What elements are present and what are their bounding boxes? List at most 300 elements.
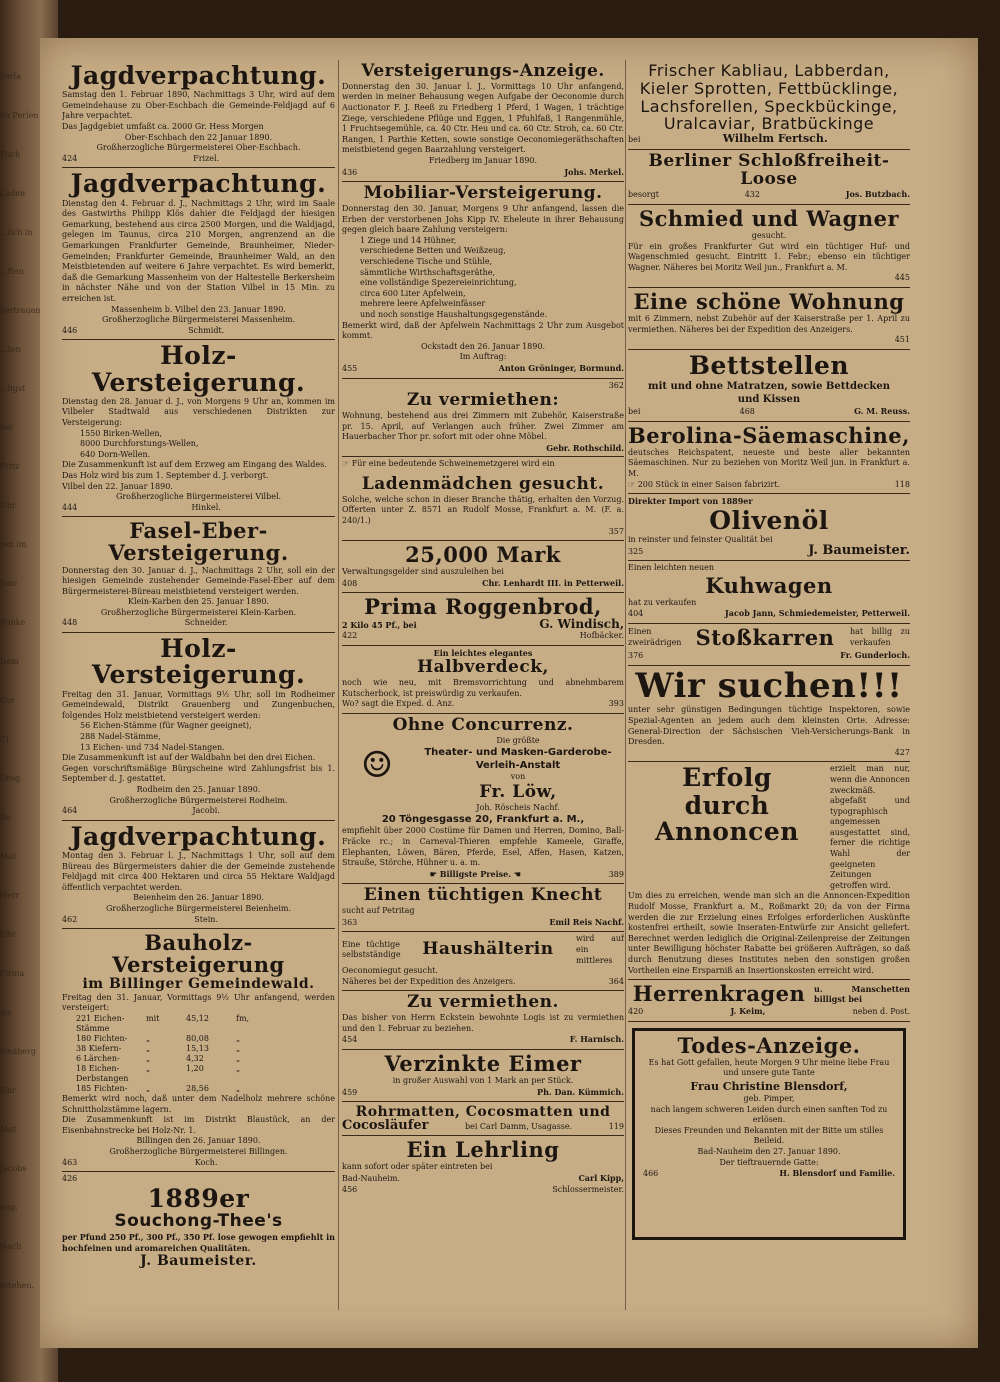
ad-stosskarren [628,624,910,666]
ad-text: kann sofort oder später eintreten bei [342,1162,493,1172]
ad-pretitle: Einen zweirädrigen [628,627,682,648]
ad-text: Montag den 3. Februar l. J., Nachmittags 1 Uhr, soll auf dem Büreau des Bürgermeisters dahier die der Gemeinde zustehende Feldjagd mit circa 400 Hektaren und circa 55 Hektare Waldjagd öffentlich verpachtet werden. [62,850,335,892]
wood-cell: fm, [236,1014,250,1024]
ad-signature: Wilhelm Fertsch. [722,132,828,146]
ad-jagdverpachtung-massenheim [62,168,335,340]
strip-fragment: ...ten [0,345,21,354]
ad-bauholz-versteigerung [62,929,335,1172]
ad-text: Dieses Freunden und Bekannten mit der Bitte um stilles Beileid. [654,1125,884,1146]
ad-authority: Großherzogliche Bürgermeisterei Vilbel. [115,492,282,502]
ad-text: Freitag den 31. Januar, Vormittags 9½ Uhr, soll im Rodheimer Gemeindewald, Distrikt Grauenberg und Zungenbuchen, folgendes Holz meistbietend versteigert werden: [62,689,335,720]
ad-title: Schmied und Wagner [638,206,900,232]
ad-verzinkte-eimer [342,1050,624,1102]
strip-fragment: ...lich in [0,228,33,237]
ad-line: und Kissen [737,394,801,406]
ad-title: Eine schöne Wohnung [633,289,905,315]
ad-title: Olivenöl [709,505,829,535]
ad-address: 20 Töngesgasse 20, Frankfurt a. M., [381,814,585,826]
wood-cell: 18 Eichen-Derbstangen [76,1064,129,1084]
strip-fragment: Jacobs [0,1164,27,1173]
ad-number: 389 [608,869,624,879]
ad-item: 1 Ziege und 14 Hühner, [360,235,457,245]
ad-signature: Stein. [194,914,218,924]
ad-title: Berliner Schloßfreiheit-Loose [648,150,890,189]
ad-line: Lachsforellen, Speckbückinge, [640,96,898,116]
ad-text: in großer Auswahl von 1 Mark an per Stück. [392,1075,574,1085]
ad-text: 2 Kilo 45 Pf., bei [342,620,417,631]
ad-text: Donnerstag den 30. Januar l. J., Vormittags 10 Uhr anfangend, werden in meiner Behausung wegen Aufgabe der Oeconomie durch Auctionator F. J. Reeß zu Friedberg 1 Pferd, 1 Wagen, 1 trächtige Ziege, verschiedene Pflüge und Eggen, 1 Pfuhlfaß, 1 Rangenmühle, 1 Fruchtsegemühle, ca. 40 Ctr. Heu und ca. 60 Ctr. Stroh, ca. 60 Ctr. Rangen, 1 Parthie Ketten, sowie sonstige Oeconomiegeräthschaften meistbietend gegen Baarzahlung versteigert. [342,81,624,155]
ad-side-text: erzielt man nur, wenn die Annoncen zweckmäß. abgefaßt und typographisch angemessen ausgestattet sind, ferner die richtige Wahl der geeigneten Zeitungen getroffen wird. [830,764,910,890]
ad-number: 376 [628,651,644,661]
ad-schlossfreiheit-loose [628,150,910,205]
strip-fragment: Au [0,1008,11,1017]
ad-text: Freitag den 31. Januar, Vormittags 9½ Uhr anfangend, werden versteigert: [62,992,335,1013]
wood-cell: 6 Lärchen- [76,1054,120,1064]
ad-text: Es hat Gott gefallen, heute Morgen 9 Uhr meine liebe Frau und unsere gute Tante [648,1057,890,1078]
ad-authority: Großherzogliche Bürgermeisterei Ober-Eschbach. [96,143,301,153]
column-rule [338,60,339,1310]
ad-mourners-label: Der tieftrauernde Gatte: [719,1157,819,1167]
ad-title: Jagdverpachtung. [70,61,327,90]
ad-number: 363 [342,917,358,927]
ad-todes-anzeige [632,1028,906,1240]
ad-place-date: Friedberg im Januar 1890. [428,156,538,165]
ad-schoene-wohnung [628,288,910,350]
ad-zu-vermiethen-rothschild [342,379,624,458]
strip-fragment: Fritz [0,462,20,471]
ad-pretitle: Einen leichten neuen [628,563,715,573]
ad-signature: Fr. Gunderloch. [840,650,910,661]
ad-text: Die Zusammenkunft ist auf der Waldbahn bei den drei Eichen. [62,753,316,763]
ad-number: 362 [608,380,624,390]
ad-title: Holz-Versteigerung. [91,634,306,690]
wood-cell: 38 Kiefern- [76,1044,122,1054]
ad-signature: J. Keim, [730,1006,766,1017]
ad-text: Das Jagdgebiet umfaßt ca. 2000 Gr. Hess Morgen [62,122,264,132]
ad-place-date: Rodheim den 25. Januar 1890. [136,784,261,794]
ad-prima-roggenbrod [342,593,624,645]
ad-title: Jagdverpachtung. [70,821,327,851]
ad-title: 1889er [147,1183,250,1213]
ad-number: 444 [62,502,78,512]
ad-pretitle: Direkter Import von 1889er [628,496,753,507]
ad-signature-sub: Schlossermeister. [552,1184,624,1194]
wood-cell: 1,20 [186,1064,204,1074]
ad-item: und noch sonstige Haushaltungsgegenstände. [360,309,548,319]
ad-item: verschiedene Tische und Stühle, [360,257,493,266]
ad-signature: Jacobi. [192,806,220,816]
ad-signature: G. Windisch, [539,617,624,632]
wood-cell: 180 Fichten- [76,1034,128,1044]
ad-text: Bemerkt wird, daß der Apfelwein Nachmittags 2 Uhr zum Ausgebot kommt. [342,320,624,341]
ad-number: 420 [628,1007,644,1017]
ad-text: unter sehr günstigen Bedingungen tüchtige Inspektoren, sowie Spezial-Agenten an jedem auch dem kleinsten Orte. Adresse: General-Direction der Sächsischen Vieh-Versicherungs-Bank in Dresden. [628,705,910,747]
ad-text: nach langem schweren Leiden durch einen sanften Tod zu erlösen. [650,1104,888,1125]
strip-fragment: ...ften [0,267,24,276]
ad-schmied-wagner [628,205,910,288]
ad-signature: Chr. Lenhardt III. in Petterweil. [482,577,624,588]
ad-signature: Koch. [194,1157,218,1167]
ad-pre: besorgt [628,190,659,200]
ad-text: bei Carl Damm, Usagasse. [464,1121,573,1131]
ad-signature: Schmidt. [188,325,225,335]
wood-cell: 28,56 [186,1084,209,1094]
wood-cell: „ [146,1084,151,1094]
ad-tail: ☛ Billigste Preise. ☚ [429,868,521,879]
ad-line: Frischer Kabliau, Labberdan, [648,61,890,80]
ad-schweinemetzgerei [342,457,624,473]
ad-tail: ☞ 200 Stück in einer Saison fabrizirt. [628,479,781,489]
ad-number: 325 [628,546,644,556]
ad-number: 404 [628,609,644,619]
ad-title: Prima Roggenbrod, [364,594,602,620]
wood-cell: „ [236,1054,241,1064]
ad-item: sämmtliche Wirthschaftsgeräthe, [360,267,496,277]
ad-number: 466 [643,1169,659,1179]
ad-number: 424 [62,153,78,163]
ad-title: Holz-Versteigerung. [91,341,306,397]
ad-authority: Großherzogliche Bürgermeisterei Rodheim. [109,795,288,805]
ad-signature: F. Harnisch. [569,1034,624,1045]
ad-text: noch wie neu, mit Bremsvorrichtung und abnehmbarem Kutscherbock, ist preiswürdig zu verkaufen. [342,678,624,698]
ad-mobiliar-versteigerung [342,182,624,378]
ad-signature: J. Baumeister. [808,542,910,558]
ad-firm-name: Fr. Löw, [479,781,557,802]
ad-title: Haushälterin [422,939,554,960]
ad-text: Samstag den 1. Februar 1890, Nachmittags 3 Uhr, wird auf dem Gemeindehause zu Ober-Eschbach die Gemeinde-Feldjagd auf 6 Jahre verpachtet. [62,90,335,121]
ad-versteigerungs-anzeige [342,60,624,182]
ad-line: Die größte [496,735,540,745]
ad-place-date: Bad-Nauheim den 27. Januar 1890. [697,1147,841,1157]
ad-text: Dienstag den 4. Februar d. J., Nachmittags 2 Uhr, wird im Saale des Gastwirths Philipp Klös dahier die Feldjagd der hiesigen Gemarkung, bestehend aus circa 2500 Morgen, und die Waldjagd, gelegen im Taunus, circa 210 Morgen, angrenzend an die Gemarkungen Frankfurter Gemeinde, Braunheimer, Nieder-Gemeinden; Frankfurter Gemeinde, Braunheimer Wald, an den Meistbietenden auf weitere 6 Jahre verpachtet. Es wird bemerkt, daß die Gemarkung Massenheim von der Haltestelle Berkersheim in nächster Nähe und von der Station Vilbel in 15 Min. zu erreichen ist. [62,198,335,303]
ad-ohne-concurrenz [342,714,624,884]
ad-text: mit 6 Zimmern, nebst Zubehör auf der Kaiserstraße per 1. April zu vermiethen. Näheres bei der Expedition des Anzeigers. [628,314,910,334]
ad-signature-sub: neben d. Post. [852,1007,910,1017]
ad-jagdverpachtung-beienheim [62,821,335,929]
ad-signature: H. Blensdorf und Familie. [779,1168,895,1179]
ad-number: 118 [894,479,910,489]
ad-number: 432 [744,190,760,200]
ad-souchong-thee [62,1172,335,1273]
ad-fasel-eber [62,517,335,633]
ad-number: 459 [342,1087,358,1097]
ad-fish-fertsch [628,60,910,150]
ad-text: Für ein großes Frankfurter Gut wird ein tüchtiger Huf- und Wagenschmied gesucht. Eintritt 1. Febr.; ebenso ein tüchtiger Wagner. Näheres bei Moritz Weil jun., Frankfurt a. M. [628,241,910,272]
strip-fragment: Verla [0,72,21,81]
ad-text: Bemerkt wird noch, daß unter dem Nadelholz mehrere schöne Schnittholzstämme lagern. [62,1094,335,1114]
ad-signature: Ph. Dan. Kümmich. [537,1086,624,1097]
ad-haushaelterin [342,932,624,991]
ad-place-date: Ober-Eschbach den 22 Januar 1890. [124,132,273,142]
ad-knecht [342,884,624,932]
ad-text: Das Holz wird bis zum 1. September d. J. verborgt. [62,471,269,481]
ad-title: Berolina-Säemaschine, [628,422,910,448]
ad-title: Zu vermiethen. [407,992,559,1013]
ad-signature: Anton Gröninger, Bormund. [498,362,624,373]
wood-cell: 45,12 [186,1014,209,1024]
ad-text: Gegen vorschriftsmäßige Bürgscheine wird Zahlungsfrist bis 1. September d. J. gestattet. [62,763,335,784]
ad-posttitle: wird auf ein mittleres [576,934,624,965]
ad-signature: Carl Kipp, [578,1173,624,1184]
strip-fragment: en Perlen [0,111,39,120]
ad-number: 454 [342,1035,358,1045]
ad-auftrag: Im Auftrag: [459,352,507,362]
strip-fragment: ertehen. [0,1281,35,1290]
ad-place-date: Ockstadt den 26. Januar 1890. [421,341,545,351]
wood-cell: „ [236,1064,241,1074]
previous-page-strip [0,40,52,1350]
ad-text: Die Zusammenkunft ist im Distrikt Blaustück, an der Eisenbahnstrecke bei Holz-Nr. 1. [62,1115,335,1135]
ad-text: sucht auf Petritag [342,906,415,916]
ad-title: Ladenmädchen gesucht. [361,473,605,494]
ad-item: eine vollständige Spezereieinrichtung, [360,278,517,288]
ad-text: Donnerstag den 30. Januar, Morgens 9 Uhr anfangend, lassen die Erben der verstorbenen Johs Kipp IV. Eheleute in ihrer Behausung gegen gleich baare Zahlung versteigern: [342,204,624,235]
ad-item: circa 600 Liter Apfelwein, [360,288,466,298]
ad-title: Halbverdeck, [417,657,549,678]
ad-text: empfiehlt über 2000 Costüme für Damen und Herren, Domino, Ball-Fräcke rc.; in Carneval-Thieren empfehle Kameele, Giraffe, Elephanten, Löwen, Bären, Pferde, Esel, Affen, Hasen, Katzen, Strauße, Störche, Hühner u. a. m. [342,826,624,868]
wood-cell: „ [236,1034,241,1044]
ad-line: von [510,772,526,782]
ad-signature: Johs. Merkel. [564,166,624,177]
ad-signature: Gebr. Rothschild. [546,442,624,453]
ad-text: per Pfund 250 Pf., 300 Pf., 350 Pf. lose gewogen empfiehlt in hochfeinen und aromareichen Qualitäten. [62,1231,335,1253]
ad-title: Zu vermiethen: [406,390,560,411]
column-2 [342,60,624,1198]
ad-signature: Emil Reis Nachf. [549,916,624,927]
ad-number: 364 [608,976,624,986]
ad-title-2: Cocosläufer [342,1117,429,1133]
ad-signature: Jos. Butzbach. [845,189,910,200]
strip-fragment: bei [0,423,13,432]
ad-text: Die Zusammenkunft ist auf dem Erzweg am Eingang des Waldes. [62,460,327,470]
ad-line: Verleih-Anstalt [475,760,561,772]
wood-table [62,1014,335,1094]
ad-title: Ohne Concurrenz. [392,714,574,735]
strip-fragment: Cor [0,696,15,705]
ad-sub: gesucht. [751,231,787,241]
ad-bettstellen [628,350,910,422]
ad-pre: bei [628,135,641,145]
ad-text: deutsches Reichspatent, neueste und beste aller bekannten Säemaschinen. Nur zu beziehen von Moritz Weil jun. in Frankfurt a. M. [628,447,910,478]
strip-fragment: Dam [0,657,19,666]
ad-number: 451 [894,335,910,345]
strip-fragment: Laden [0,189,26,198]
ad-query: Wo? sagt die Exped. d. Anz. [342,699,455,709]
ad-jagdverpachtung-ober-eschbach [62,60,335,168]
ad-number: 436 [342,167,358,177]
ad-authority: Großherzogliche Bürgermeisterei Billingen. [109,1147,288,1157]
strip-fragment: ren im [0,540,27,549]
ad-pretitle: Eine tüchtige selbstständige [342,939,401,960]
strip-fragment: Uhr [0,501,16,510]
strip-fragment: ung. [0,1203,18,1212]
ad-line: mit und ohne Matratzen, sowie Bettdecken [648,381,890,393]
ad-text: Verwaltungsgelder sind auszuleihen bei [342,567,504,577]
ad-text: ☞ Für eine bedeutende Schweinemetzgerei wird ein [342,459,555,469]
ad-number: 463 [62,1157,78,1167]
ad-title: Bauholz-Versteigerung [112,930,285,978]
ad-title: Bettstellen [688,350,850,380]
ad-item: 640 Dorn-Wellen. [80,449,151,459]
ad-text: Solche, welche schon in dieser Branche thätig, erhalten den Vorzug. Offerten unter Z. 8571 an Rudolf Mosse, Frankfurt a. M. (F. a. 240/1.) [342,494,624,525]
strip-fragment: Bo [0,813,11,822]
ad-text: Oeconomiegut gesucht. [342,966,438,976]
column-3 [628,60,910,1240]
ad-place-date: Billingen den 26. Januar 1890. [136,1136,261,1146]
ad-25000-mark [342,541,624,593]
ad-number: 468 [739,407,755,417]
ad-authority: Großherzogliche Bürgermeisterei Beienheim. [105,903,292,913]
ad-title: Einen tüchtigen Knecht [363,885,603,906]
wood-cell: „ [146,1044,151,1054]
deceased-name: Frau Christine Blensdorf, [690,1080,848,1094]
wood-cell: „ [146,1034,151,1044]
strip-fragment: ...ligst [0,384,26,393]
ad-subtitle: Souchong-Thee's [114,1211,283,1232]
ad-text: Um dies zu erreichen, wende man sich an die Annoncen-Expedition Rudolf Mosse, Frankfurt a. M., Roßmarkt 20; da von der Firma werden die zur Erzielung eines Erfolges erforderlichen Auskünfte kostenfrei ertheilt, sowie Inseraten-Entwürfe zur Ansicht geliefert. Berechnet werden lediglich die Original-Zeilenpreise der Zeitungen unter Bewilligung höchster Rabatte bei größeren Aufträgen, so daß durch Benutzung dieses Institutes neben den sonstigen großen Vortheilen eine Ersparniß an Insertionskosten erreicht wird. [628,891,910,975]
ad-item: verschiedene Betten und Weißzeug, [360,246,506,256]
ad-number: 445 [894,273,910,283]
strip-fragment: Mat [0,852,17,861]
ad-text: Das bisher von Herrn Eckstein bewohnte Logis ist zu vermiethen und den 1. Februar zu beziehen. [342,1013,624,1033]
ad-herrenkragen [628,980,910,1022]
wood-cell: 15,13 [186,1044,209,1054]
column-rule [625,60,626,1310]
strip-fragment: Mat [0,1125,17,1134]
ad-item: 288 Nadel-Stämme, [80,731,161,741]
ad-signature: Hinkel. [191,502,221,512]
strip-fragment: Uhr [0,930,16,939]
ad-signature: Schneider. [184,618,228,628]
ad-title: Kuhwagen [705,572,833,598]
ad-text: Wohnung, bestehend aus drei Zimmern mit Zubehör, Kaiserstraße pr. 15. April, auf Verlangen auch früher. Zwei Zimmer am Hauerbacher Thor pr. sofort mit oder ohne Möbel. [342,410,624,442]
ad-lehrling [342,1136,624,1198]
strip-fragment: Jour [0,579,17,588]
ad-signature: G. M. Reuss. [854,406,910,417]
ad-zu-vermiethen-harnisch [342,991,624,1050]
deceased-birth-name: geb. Pimper, [743,1094,795,1104]
strip-fragment: Uhr [0,1086,16,1095]
strip-fragment: Drog [0,774,21,783]
wood-cell: „ [236,1044,241,1054]
ad-line: Theater- und Masken-Garderobe- [424,747,612,759]
ad-erfolg-annoncen [628,762,910,980]
wood-cell: 185 Fichten- [76,1084,128,1094]
strip-fragment: eiedberg [0,1047,36,1056]
ad-wir-suchen [628,666,910,763]
strip-fragment: Cl [0,735,9,744]
strip-fragment: Vertrauen [0,306,41,315]
ad-item: 13 Eichen- und 734 Nadel-Stangen. [80,742,225,752]
strip-fragment: Nach [0,1242,22,1251]
ad-title: Jagdverpachtung. [70,169,327,199]
ad-posttitle: u. Manschetten billigst bei [814,983,910,1005]
ad-title: Erfolg [682,763,772,793]
wood-cell: 221 Eichen-Stämme [76,1014,125,1034]
wood-cell: „ [236,1084,241,1094]
ad-place-date: Klein-Karben den 25. Januar 1890. [128,597,269,607]
ad-signature-sub: Hofbäcker. [579,631,624,641]
ad-title-2: durch Annoncen [655,790,799,846]
ad-cocosmatten [342,1102,624,1136]
ad-line: Joh. Röscheis Nachf. [476,802,560,812]
ad-title: Versteigerungs-Anzeige. [361,61,605,81]
ad-text: hat zu verkaufen [628,597,697,607]
wood-cell: „ [146,1064,151,1074]
ad-title: Rohrmatten, Cocosmatten und [355,1104,611,1121]
wood-cell: mit [146,1014,160,1024]
ad-title: Wir suchen!!! [635,665,903,706]
ad-number: 408 [342,578,358,588]
ad-title: Mobiliar-Versteigerung. [363,183,603,204]
wood-cell: 4,32 [186,1054,204,1064]
ad-kuhwagen [628,561,910,624]
ad-halbverdeck [342,646,624,714]
ad-number: 426 [62,1174,78,1184]
ad-title: Stoßkarren [695,625,835,651]
ad-number: 427 [894,747,910,757]
ad-subtitle: im Billinger Gemeindewald. [82,976,315,993]
ad-number: 446 [62,325,78,335]
ad-text: Dienstag den 28. Januar d. J., von Morgens 9 Uhr an, kommen im Vilbeler Stadtwald aus verschiedenen Distrikten zur Versteigerung: [62,396,335,428]
ad-number: 357 [608,526,624,536]
ad-text: Näheres bei der Expedition des Anzeigers. [342,976,516,986]
ad-place-date: Beienheim den 26. Januar 1890. [133,893,264,903]
ad-posttitle: hat billig zu verkaufen [850,627,910,648]
ad-item: mehrere leere Apfelweinfässer [360,299,486,309]
ad-title: Verzinkte Eimer [384,1050,582,1076]
ad-place: Bad-Nauheim. [342,1174,400,1184]
ad-title: Fasel-Eber-Versteigerung. [108,518,289,566]
ad-berolina-saemaschine [628,422,910,494]
ad-title: Todes-Anzeige. [677,1032,861,1058]
strip-fragment: Winke [0,618,26,627]
wood-cell: 80,08 [186,1034,209,1044]
ad-signature: Jacob Jann, Schmiedemeister, Petterweil. [725,608,910,619]
ad-place-date: Vilbel den 22. Januar 1890. [62,481,173,491]
ad-item: 1550 Birken-Wellen, [80,428,163,438]
ad-number: 462 [62,914,78,924]
ad-item: 8000 Durchforstungs-Wellen, [80,439,199,449]
ad-place-date: Massenheim b. Vilbel den 23. Januar 1890. [111,304,286,314]
ad-number: 456 [342,1184,358,1194]
ad-pretitle: Ein leichtes elegantes [433,647,533,658]
wood-cell: „ [146,1054,151,1064]
ad-number: 448 [62,618,78,628]
ad-authority: Großherzogliche Bürgermeisterei Klein-Karben. [100,607,297,617]
ad-text: in reinster und feinster Qualität bei [628,535,773,545]
ad-text: Donnerstag den 30. Januar d. J., Nachmittags 2 Uhr, soll ein der hiesigen Gemeinde zustehender Gemeinde-Fasel-Eber auf dem Bürgermeisterei-Büreau meistbietend versteigert werden. [62,565,335,596]
strip-fragment: Herr [0,891,20,900]
ad-holz-versteigerung-rodheim [62,633,335,821]
ad-signature: J. Baumeister. [140,1253,257,1270]
ad-olivenoel [628,494,910,561]
ad-title: Herrenkragen [632,981,806,1007]
ad-number: 393 [608,699,624,709]
ad-number: 119 [608,1121,624,1131]
ad-item: 56 Eichen-Stämme (für Wagner geeignet), [80,721,252,731]
ad-holz-versteigerung-vilbel [62,340,335,517]
harlequin-illustration-icon: ☺ [360,744,394,786]
ad-authority: Großherzogliche Bürgermeisterei Massenheim. [101,315,296,325]
strip-fragment: Tuch [0,150,21,159]
ad-line: Uralcaviar, Bratbückinge [663,114,875,134]
ad-signature: Frizel. [193,153,220,163]
ad-title: Ein Lehrling [406,1137,560,1163]
strip-fragment: Firma [0,969,25,978]
ad-number: 422 [342,631,358,641]
ad-pre: bei [628,407,641,417]
